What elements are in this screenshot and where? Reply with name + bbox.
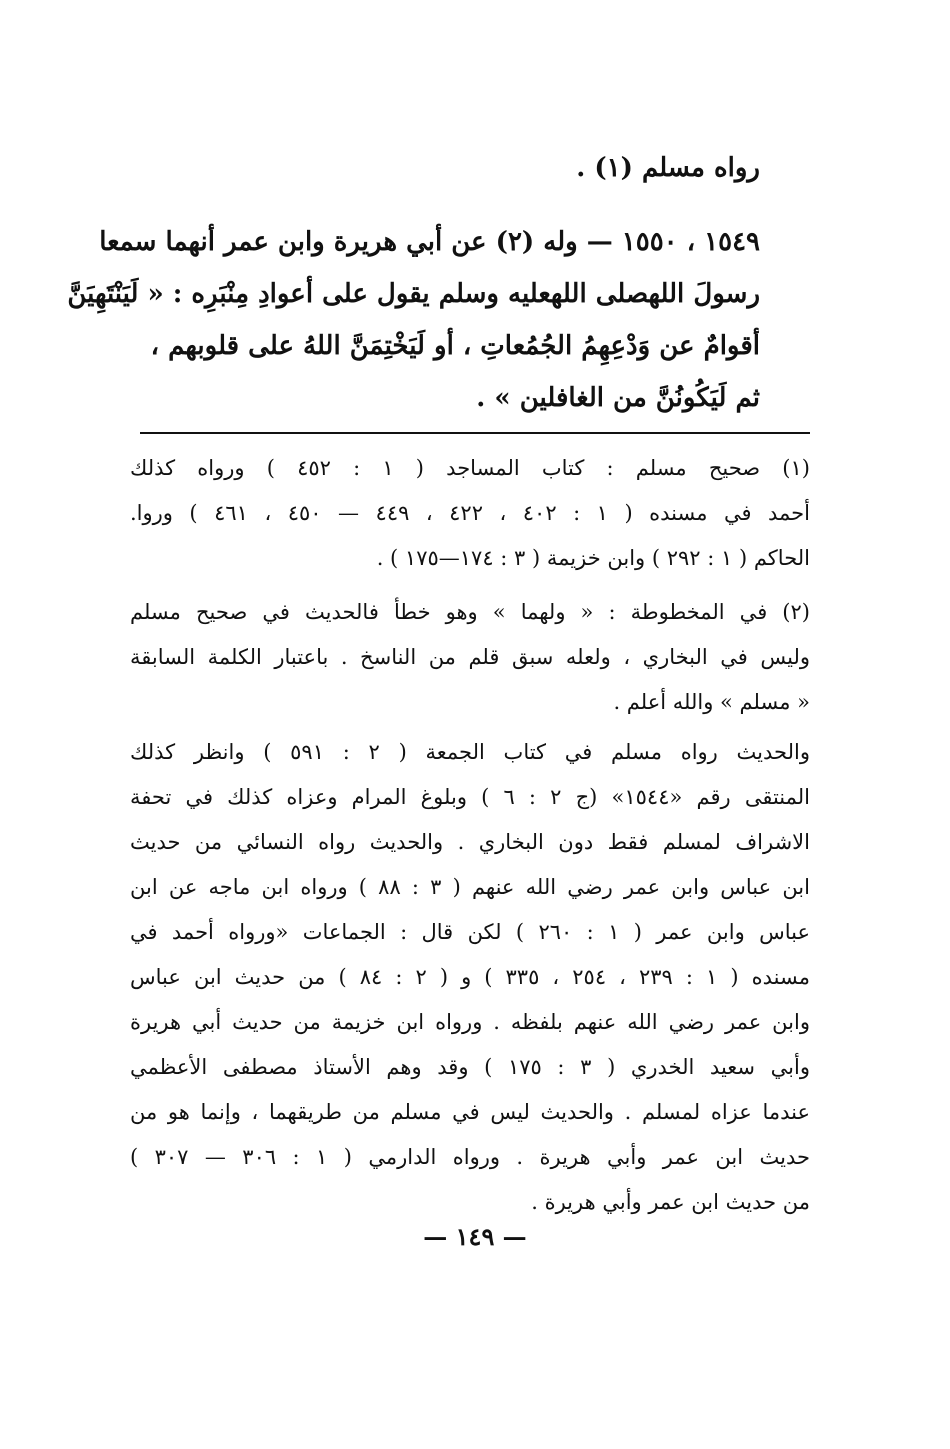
commentary-line: ابن عباس وابن عمر رضي الله عنهم ( ٣ : ٨٨ ) ورواه ابن ماجه عن ابن — [130, 875, 810, 899]
footnote-line: « مسلم » والله أعلم . — [613, 690, 810, 714]
commentary-line: حديث ابن عمر وأبي هريرة . ورواه الدارمي ( ١ : ٣٠٦ — ٣٠٧ ) — [130, 1145, 810, 1169]
commentary-line: من حديث ابن عمر وأبي هريرة . — [531, 1190, 810, 1214]
commentary-line: عباس وابن عمر ( ١ : ٢٦٠ ) لكن قال : الجماعات «ورواه أحمد في — [130, 920, 810, 944]
footnote-line: الحاكم ( ١ : ٢٩٢ ) وابن خزيمة ( ٣ : ١٧٤—١٧٥ ) . — [376, 546, 810, 570]
footnote-line: وليس في البخاري ، ولعله سبق قلم من الناسخ . باعتبار الكلمة السابقة — [130, 645, 810, 669]
hadith-line: ١٥٤٩ ، ١٥٥٠ — وله (٢) عن أبي هريرة وابن عمر أنهما سمعا — [99, 227, 760, 257]
footnote-2 — [130, 590, 810, 725]
intro-line — [148, 142, 760, 194]
hadith-line: أقوامٌ عن وَدْعِهِمُ الجُمُعاتِ ، أو لَيَخْتِمَنَّ اللهُ على قلوبهم ، — [150, 331, 760, 361]
commentary-line: عندما عزاه لمسلم . والحديث ليس في مسلم من طريقهما ، وإنما هو من — [130, 1100, 810, 1124]
footnote-line: (١) صحيح مسلم : كتاب المساجد ( ١ : ٤٥٢ ) ورواه كذلك — [130, 456, 810, 480]
footnote-divider — [140, 432, 810, 434]
commentary-line: والحديث رواه مسلم في كتاب الجمعة ( ٢ : ٥٩١ ) وانظر كذلك — [130, 740, 810, 764]
commentary-line: الاشراف لمسلم فقط دون البخاري . والحديث رواه النسائي من حديث — [130, 830, 810, 854]
commentary-line: وأبي سعيد الخدري ( ٣ : ١٧٥ ) وقد وهم الأستاذ مصطفى الأعظمي — [130, 1055, 810, 1079]
footnote-line: أحمد في مسنده ( ١ : ٤٠٢ ، ٤٢٢ ، ٤٤٩ — ٤٥٠ ، ٤٦١ ) وروا. — [130, 501, 810, 525]
commentary-line: وابن عمر رضي الله عنهم بلفظه . ورواه ابن خزيمة من حديث أبي هريرة — [130, 1010, 810, 1034]
page-number: — ١٤٩ — — [423, 1222, 527, 1251]
hadith-line: رسولَ اللهصلى اللهعليه وسلم يقول على أعوادِ مِنْبَرِه : « لَيَنْتَهِيَنَّ — [67, 279, 760, 309]
footnote-line: (٢) في المخطوطة : « ولهما » وهو خطأ فالحديث في صحيح مسلم — [130, 600, 810, 624]
commentary-text — [130, 730, 810, 1225]
hadith-text — [67, 216, 760, 424]
commentary-line: المنتقى رقم «١٥٤٤» (ج ٢ : ٦ ) وبلوغ المرام وعزاه كذلك في تحفة — [130, 785, 810, 809]
hadith-line: ثم لَيَكُونُنَّ من الغافلين » . — [476, 383, 760, 413]
footnote-1 — [130, 446, 810, 581]
commentary-line: مسنده ( ١ : ٢٣٩ ، ٢٥٤ ، ٣٣٥ ) و ( ٢ : ٨٤ ) من حديث ابن عباس — [130, 965, 810, 989]
intro-text: رواه مسلم (١) . — [576, 153, 760, 183]
